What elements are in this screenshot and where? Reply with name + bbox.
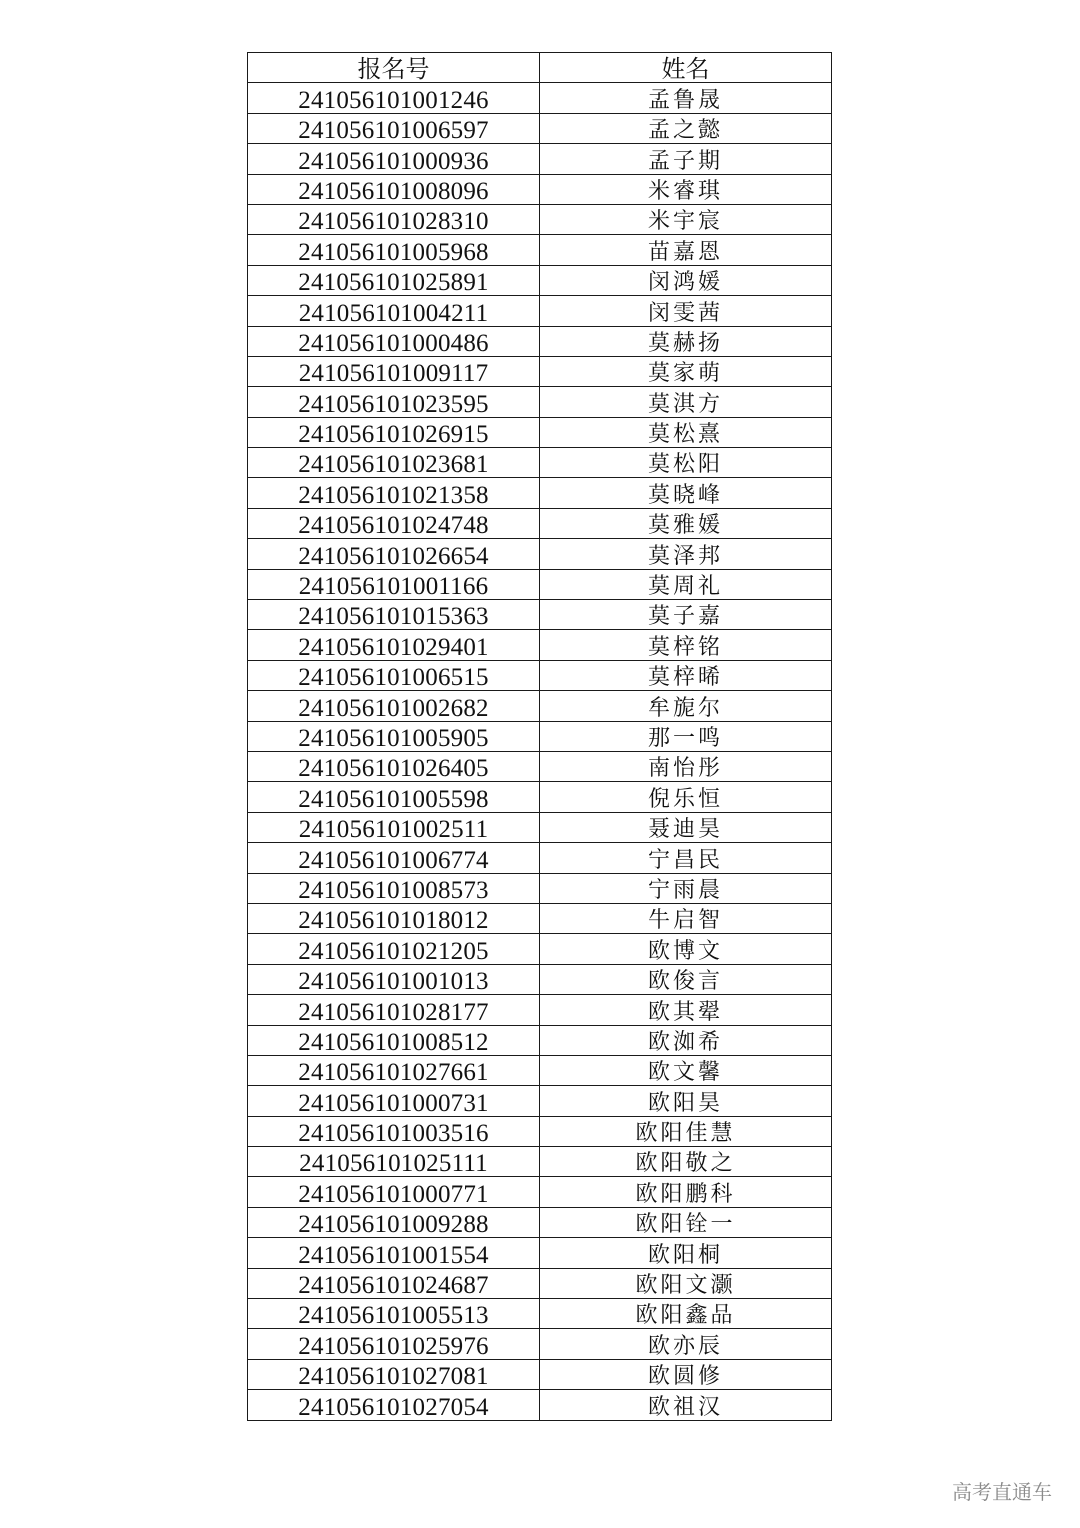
student-name-cell: 欧阳桐 bbox=[540, 1238, 832, 1268]
registration-number-cell: 241056101008512 bbox=[248, 1025, 540, 1055]
registration-number-cell: 241056101001013 bbox=[248, 964, 540, 994]
student-name-cell: 米睿琪 bbox=[540, 174, 832, 204]
registration-number-cell: 241056101009117 bbox=[248, 356, 540, 386]
registration-number-cell: 241056101026915 bbox=[248, 417, 540, 447]
registration-number-cell: 241056101005905 bbox=[248, 721, 540, 751]
table-row bbox=[248, 326, 832, 356]
column-header-name: 姓名 bbox=[540, 53, 832, 83]
table-row bbox=[248, 1116, 832, 1146]
student-name-cell: 苗嘉恩 bbox=[540, 235, 832, 265]
registration-number-cell: 241056101002511 bbox=[248, 812, 540, 842]
table-row bbox=[248, 995, 832, 1025]
table-row bbox=[248, 1147, 832, 1177]
student-name-cell: 牛启智 bbox=[540, 903, 832, 933]
student-name-cell: 莫松阳 bbox=[540, 448, 832, 478]
table-row bbox=[248, 1177, 832, 1207]
roster-sheet bbox=[247, 52, 831, 1421]
table-row bbox=[248, 235, 832, 265]
student-name-cell: 欧洳希 bbox=[540, 1025, 832, 1055]
student-name-cell: 孟之懿 bbox=[540, 113, 832, 143]
student-name-cell: 莫松熹 bbox=[540, 417, 832, 447]
registration-number-cell: 241056101018012 bbox=[248, 903, 540, 933]
registration-number-cell: 241056101025891 bbox=[248, 265, 540, 295]
student-name-cell: 宁昌民 bbox=[540, 843, 832, 873]
student-name-cell: 倪乐恒 bbox=[540, 782, 832, 812]
registration-number-cell: 241056101026405 bbox=[248, 751, 540, 781]
student-name-cell: 孟鲁晟 bbox=[540, 83, 832, 113]
registration-number-cell: 241056101005598 bbox=[248, 782, 540, 812]
registration-number-cell: 241056101023681 bbox=[248, 448, 540, 478]
table-row bbox=[248, 903, 832, 933]
student-name-cell: 欧阳佳慧 bbox=[540, 1116, 832, 1146]
registration-number-cell: 241056101024748 bbox=[248, 508, 540, 538]
student-name-cell: 那一鸣 bbox=[540, 721, 832, 751]
table-row bbox=[248, 873, 832, 903]
registration-number-cell: 241056101006597 bbox=[248, 113, 540, 143]
table-row bbox=[248, 83, 832, 113]
student-name-cell: 南怡彤 bbox=[540, 751, 832, 781]
registration-number-cell: 241056101001166 bbox=[248, 569, 540, 599]
student-name-cell: 欧祖汉 bbox=[540, 1390, 832, 1420]
registration-number-cell: 241056101008096 bbox=[248, 174, 540, 204]
registration-number-cell: 241056101027081 bbox=[248, 1359, 540, 1389]
student-name-cell: 聂迪昊 bbox=[540, 812, 832, 842]
table-row bbox=[248, 660, 832, 690]
table-row bbox=[248, 387, 832, 417]
table-row bbox=[248, 478, 832, 508]
table-row bbox=[248, 600, 832, 630]
table-row bbox=[248, 265, 832, 295]
table-row bbox=[248, 113, 832, 143]
student-name-cell: 欧阳鑫品 bbox=[540, 1299, 832, 1329]
student-name-cell: 牟旎尔 bbox=[540, 691, 832, 721]
student-name-cell: 莫泽邦 bbox=[540, 539, 832, 569]
student-name-cell: 欧亦辰 bbox=[540, 1329, 832, 1359]
student-name-cell: 欧阳敬之 bbox=[540, 1147, 832, 1177]
registration-number-cell: 241056101026654 bbox=[248, 539, 540, 569]
registration-number-cell: 241056101004211 bbox=[248, 296, 540, 326]
table-row bbox=[248, 782, 832, 812]
student-name-cell: 欧阳昊 bbox=[540, 1086, 832, 1116]
student-name-cell: 莫淇方 bbox=[540, 387, 832, 417]
registration-number-cell: 241056101009288 bbox=[248, 1207, 540, 1237]
student-name-cell: 宁雨晨 bbox=[540, 873, 832, 903]
student-name-cell: 莫梓晞 bbox=[540, 660, 832, 690]
table-row bbox=[248, 448, 832, 478]
registration-number-cell: 241056101001554 bbox=[248, 1238, 540, 1268]
registration-number-cell: 241056101005968 bbox=[248, 235, 540, 265]
registration-number-cell: 241056101002682 bbox=[248, 691, 540, 721]
registration-number-cell: 241056101003516 bbox=[248, 1116, 540, 1146]
table-row bbox=[248, 1268, 832, 1298]
registration-number-cell: 241056101006515 bbox=[248, 660, 540, 690]
student-name-cell: 莫家萌 bbox=[540, 356, 832, 386]
table-row bbox=[248, 539, 832, 569]
registration-number-cell: 241056101025976 bbox=[248, 1329, 540, 1359]
table-row bbox=[248, 1359, 832, 1389]
registration-number-cell: 241056101008573 bbox=[248, 873, 540, 903]
table-row bbox=[248, 144, 832, 174]
table-row bbox=[248, 1086, 832, 1116]
table-row bbox=[248, 964, 832, 994]
table-row bbox=[248, 751, 832, 781]
student-name-cell: 莫梓铭 bbox=[540, 630, 832, 660]
student-name-cell: 闵鸿媛 bbox=[540, 265, 832, 295]
student-name-cell: 欧阳鹏科 bbox=[540, 1177, 832, 1207]
registration-number-cell: 241056101000936 bbox=[248, 144, 540, 174]
student-name-cell: 欧圆修 bbox=[540, 1359, 832, 1389]
table-row bbox=[248, 204, 832, 234]
column-header-registration-number: 报名号 bbox=[248, 53, 540, 83]
watermark-text: 高考直通车 bbox=[952, 1480, 1052, 1504]
table-row bbox=[248, 174, 832, 204]
student-name-cell: 欧阳文灏 bbox=[540, 1268, 832, 1298]
student-name-cell: 闵雯茜 bbox=[540, 296, 832, 326]
registration-number-cell: 241056101028177 bbox=[248, 995, 540, 1025]
student-name-cell: 欧博文 bbox=[540, 934, 832, 964]
table-row bbox=[248, 1207, 832, 1237]
table-body bbox=[248, 83, 832, 1420]
student-name-cell: 莫晓峰 bbox=[540, 478, 832, 508]
student-name-cell: 莫子嘉 bbox=[540, 600, 832, 630]
student-name-cell: 莫雅媛 bbox=[540, 508, 832, 538]
registration-number-cell: 241056101028310 bbox=[248, 204, 540, 234]
student-name-cell: 欧其翚 bbox=[540, 995, 832, 1025]
table-row bbox=[248, 812, 832, 842]
table-row bbox=[248, 296, 832, 326]
table-row bbox=[248, 630, 832, 660]
table-row bbox=[248, 691, 832, 721]
registration-number-cell: 241056101029401 bbox=[248, 630, 540, 660]
table-row bbox=[248, 417, 832, 447]
registration-number-cell: 241056101006774 bbox=[248, 843, 540, 873]
table-row bbox=[248, 569, 832, 599]
table-row bbox=[248, 1238, 832, 1268]
student-name-cell: 欧阳铨一 bbox=[540, 1207, 832, 1237]
student-name-cell: 欧文馨 bbox=[540, 1055, 832, 1085]
table-header-row bbox=[248, 53, 832, 83]
registration-number-cell: 241056101027661 bbox=[248, 1055, 540, 1085]
registration-number-cell: 241056101000486 bbox=[248, 326, 540, 356]
registration-number-cell: 241056101005513 bbox=[248, 1299, 540, 1329]
registration-number-cell: 241056101000771 bbox=[248, 1177, 540, 1207]
roster-table bbox=[247, 52, 832, 1421]
registration-number-cell: 241056101021358 bbox=[248, 478, 540, 508]
table-row bbox=[248, 721, 832, 751]
table-row bbox=[248, 356, 832, 386]
student-name-cell: 莫周礼 bbox=[540, 569, 832, 599]
registration-number-cell: 241056101027054 bbox=[248, 1390, 540, 1420]
student-name-cell: 欧俊言 bbox=[540, 964, 832, 994]
registration-number-cell: 241056101021205 bbox=[248, 934, 540, 964]
registration-number-cell: 241056101023595 bbox=[248, 387, 540, 417]
student-name-cell: 莫赫扬 bbox=[540, 326, 832, 356]
student-name-cell: 米宇宸 bbox=[540, 204, 832, 234]
table-row bbox=[248, 934, 832, 964]
table-row bbox=[248, 1025, 832, 1055]
table-row bbox=[248, 1055, 832, 1085]
registration-number-cell: 241056101015363 bbox=[248, 600, 540, 630]
table-row bbox=[248, 843, 832, 873]
table-row bbox=[248, 508, 832, 538]
table-row bbox=[248, 1329, 832, 1359]
student-name-cell: 孟子期 bbox=[540, 144, 832, 174]
registration-number-cell: 241056101024687 bbox=[248, 1268, 540, 1298]
table-row bbox=[248, 1390, 832, 1420]
registration-number-cell: 241056101001246 bbox=[248, 83, 540, 113]
registration-number-cell: 241056101025111 bbox=[248, 1147, 540, 1177]
registration-number-cell: 241056101000731 bbox=[248, 1086, 540, 1116]
table-row bbox=[248, 1299, 832, 1329]
